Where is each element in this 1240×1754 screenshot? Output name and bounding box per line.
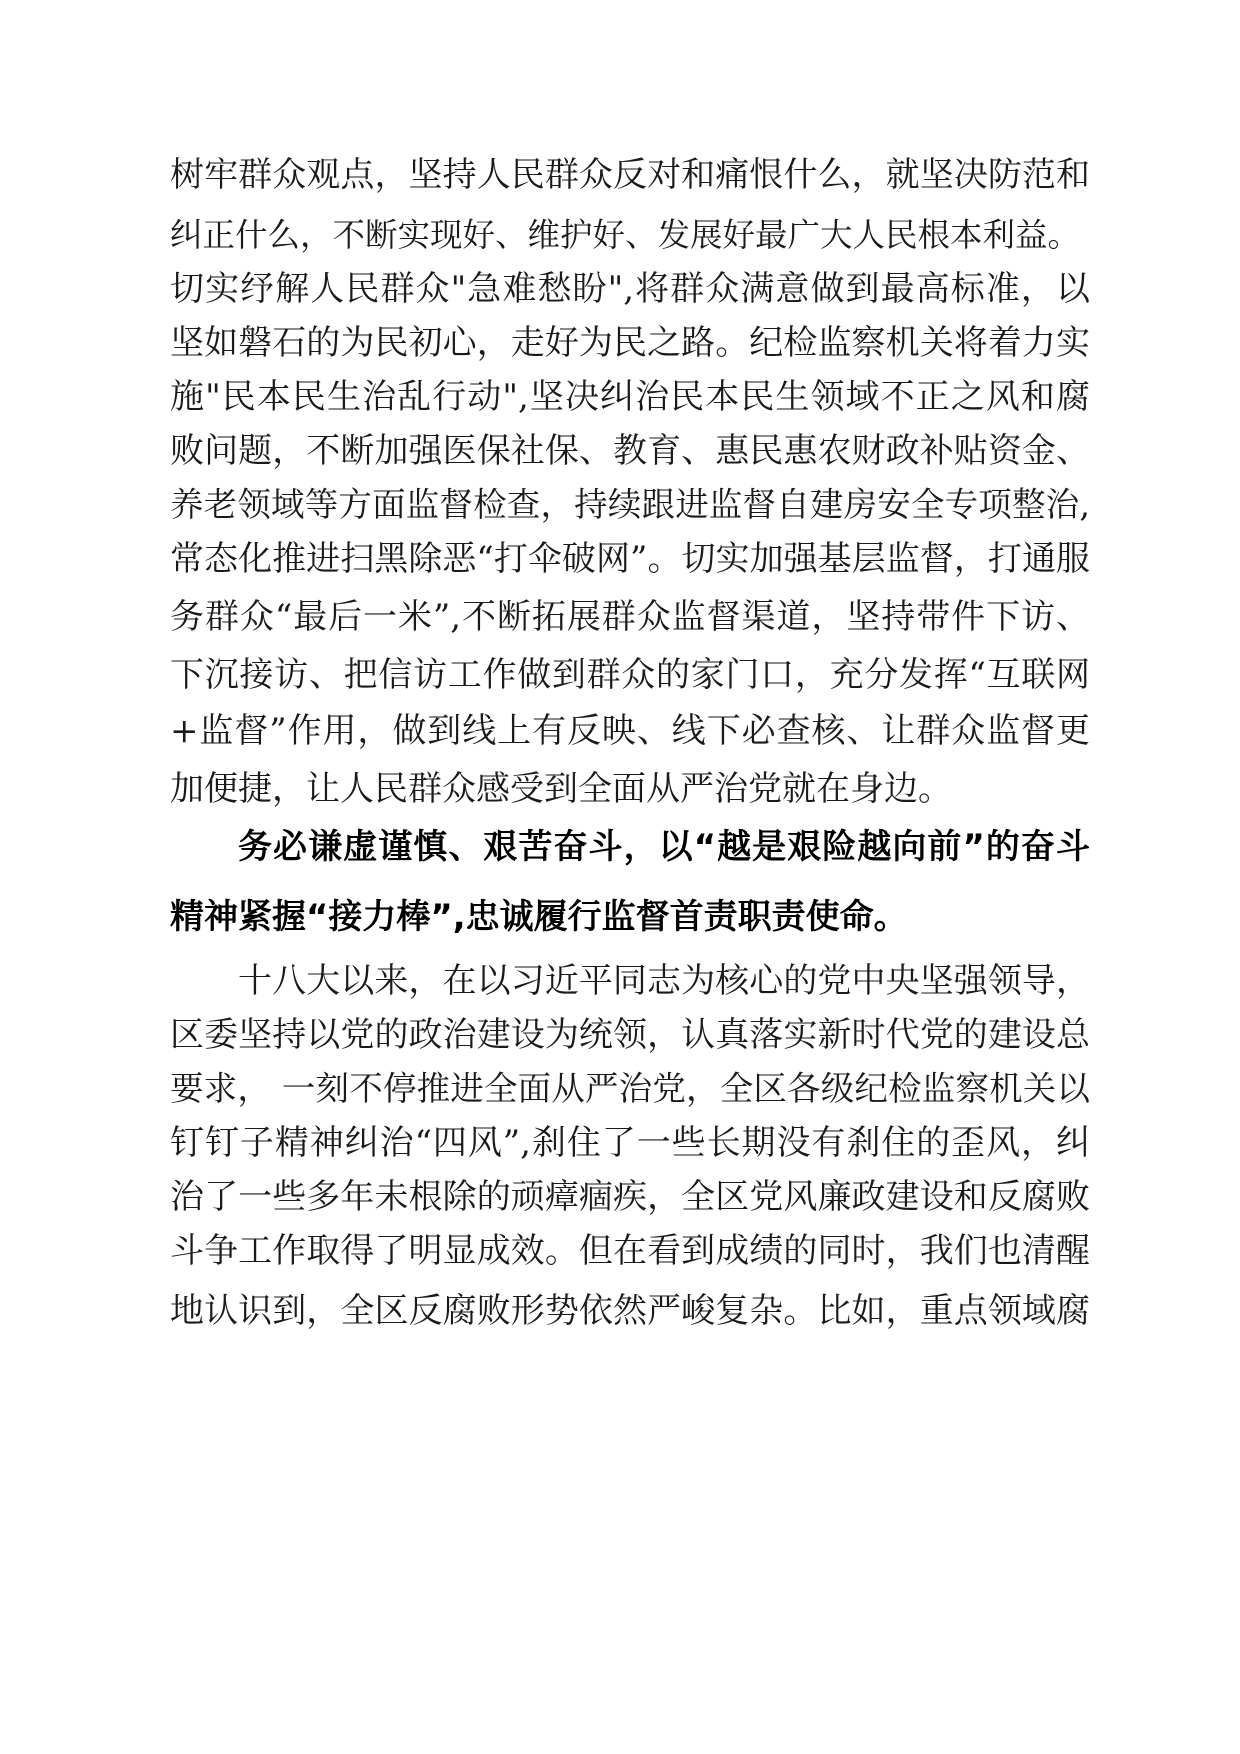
text-line: 树牢群众观点，坚持人民群众反对和痛恨什么，就坚决防范和: [170, 155, 1090, 195]
text-line: 切实纾解人民群众"急难愁盼",将群众满意做到最高标准，以: [170, 269, 1090, 309]
text-line: 斗争工作取得了明显成效。但在看到成绩的同时，我们也清醒: [170, 1231, 1090, 1271]
section-heading: 务必谦虚谨慎、艰苦奋斗，以“越是艰险越向前”的奋斗: [238, 827, 1090, 867]
text-line: 地认识到，全区反腐败形势依然严峻复杂。比如，重点领域腐: [170, 1291, 1090, 1331]
text-line: 下沉接访、把信访工作做到群众的家门口，充分发挥“互联网: [170, 655, 1090, 695]
text-line: 治了一些多年未根除的顽瘴痼疾，全区党风廉政建设和反腐败: [170, 1177, 1090, 1217]
text-line: 纠正什么，不断实现好、维护好、发展好最广大人民根本利益。: [170, 216, 1081, 254]
text-line: 钉钉子精神纠治“四风”,刹住了一些长期没有刹住的歪风，纠: [170, 1123, 1090, 1163]
text-line: 常态化推进扫黑除恶“打伞破网”。切实加强基层监督，打通服: [170, 539, 1090, 579]
text-line: 施"民本民生治乱行动",坚决纠治民本民生领域不正之风和腐: [170, 377, 1090, 417]
section-heading: 精神紧握“接力棒”,忠诚履行监督首责职责使命。: [170, 897, 908, 937]
text-line: 败问题，不断加强医保社保、教育、惠民惠农财政补贴资金、: [170, 431, 1090, 471]
text-line: 十八大以来，在以习近平同志为核心的党中央坚强领导，: [238, 961, 1090, 1001]
text-line: 养老领域等方面监督检查，持续跟进监督自建房安全专项整治,: [170, 485, 1090, 524]
text-line: +监督”作用，做到线上有反映、线下必查核、让群众监督更: [170, 711, 1090, 751]
text-line: 区委坚持以党的政治建设为统领，认真落实新时代党的建设总: [170, 1015, 1090, 1055]
text-line: 要求， 一刻不停推进全面从严治党，全区各级纪检监察机关以: [170, 1069, 1090, 1108]
text-line: 务群众“最后一米”,不断拓展群众监督渠道，坚持带件下访、: [170, 597, 1090, 637]
text-line: 坚如磐石的为民初心，走好为民之路。纪检监察机关将着力实: [170, 323, 1090, 363]
text-line: 加便捷，让人民群众感受到全面从严治党就在身边。: [170, 769, 952, 809]
